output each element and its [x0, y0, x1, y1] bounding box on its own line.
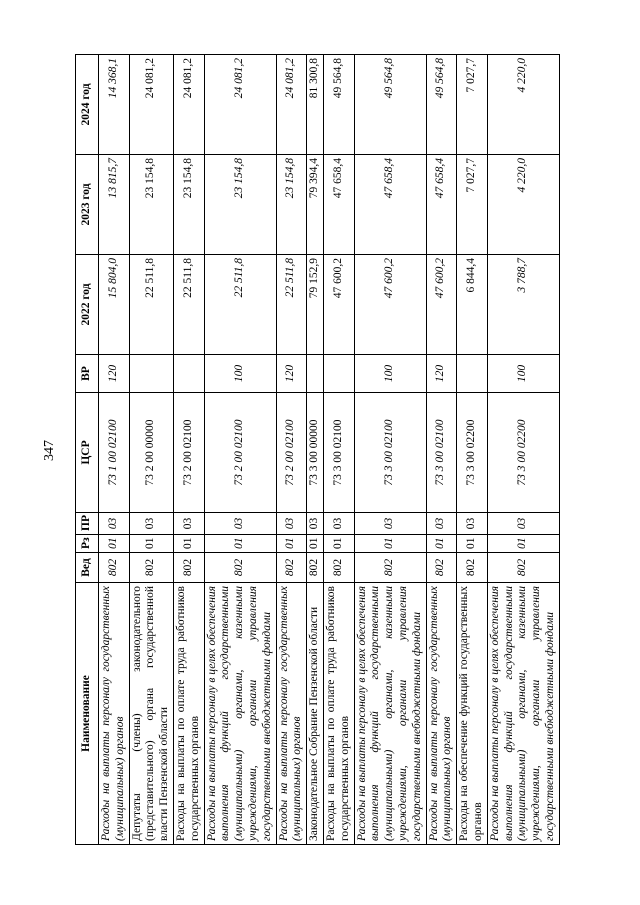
- cell-2024: 4 220,0: [487, 55, 559, 155]
- cell-ved: 802: [487, 553, 559, 583]
- cell-csr: 73 2 00 02100: [276, 393, 307, 513]
- cell-csr: 73 3 00 02100: [426, 393, 457, 513]
- cell-ved: 802: [129, 553, 173, 583]
- cell-ved: 802: [204, 553, 276, 583]
- cell-rz: 01: [204, 535, 276, 553]
- cell-ved: 802: [307, 553, 324, 583]
- cell-ved: 802: [323, 553, 354, 583]
- cell-ved: 802: [457, 553, 488, 583]
- table-row: [487, 55, 559, 845]
- cell-2023: 7 027,7: [457, 155, 488, 255]
- cell-rz: 01: [276, 535, 307, 553]
- cell-pr: 03: [354, 513, 426, 535]
- cell-2024: 49 564,8: [354, 55, 426, 155]
- cell-2023: 79 394,4: [307, 155, 324, 255]
- cell-csr: 73 3 00 00000: [307, 393, 324, 513]
- cell-vr: 120: [99, 355, 130, 393]
- cell-2022: 47 600,2: [323, 255, 354, 355]
- col-header-name: Наименование: [76, 583, 99, 845]
- cell-2022: 47 600,2: [426, 255, 457, 355]
- cell-vr: 100: [354, 355, 426, 393]
- cell-vr: [323, 355, 354, 393]
- cell-2022: 22 511,8: [204, 255, 276, 355]
- cell-rz: 01: [99, 535, 130, 553]
- cell-vr: [129, 355, 173, 393]
- cell-2023: 23 154,8: [173, 155, 204, 255]
- cell-2022: 79 152,9: [307, 255, 324, 355]
- cell-2024: 81 300,8: [307, 55, 324, 155]
- cell-2023: 47 658,4: [323, 155, 354, 255]
- cell-rz: 01: [129, 535, 173, 553]
- cell-2023: 4 220,0: [487, 155, 559, 255]
- cell-name: Депутаты (члены) законодательного (представительного) органа государственной власти Пензенской области: [129, 583, 173, 845]
- cell-vr: 100: [204, 355, 276, 393]
- col-header-csr: ЦСР: [76, 393, 99, 513]
- col-header-2022: 2022 год: [76, 255, 99, 355]
- cell-2022: 3 788,7: [487, 255, 559, 355]
- col-header-2023: 2023 год: [76, 155, 99, 255]
- cell-vr: 100: [487, 355, 559, 393]
- cell-csr: 73 2 00 00000: [129, 393, 173, 513]
- cell-vr: 120: [426, 355, 457, 393]
- table-row: [129, 55, 173, 845]
- cell-2023: 23 154,8: [129, 155, 173, 255]
- cell-csr: 73 3 00 02200: [487, 393, 559, 513]
- cell-2023: 47 658,4: [426, 155, 457, 255]
- cell-2023: 23 154,8: [204, 155, 276, 255]
- cell-2024: 24 081,2: [129, 55, 173, 155]
- cell-name: Расходы на выплаты персоналу в целях обеспечения выполнения функций государственными (муниципальными) органами, казенными учреждениями, органами управления государственными внебюджетными фондами: [487, 583, 559, 845]
- cell-pr: 03: [276, 513, 307, 535]
- cell-2024: 7 027,7: [457, 55, 488, 155]
- cell-2022: 22 511,8: [276, 255, 307, 355]
- cell-rz: 01: [323, 535, 354, 553]
- cell-csr: 73 3 00 02200: [457, 393, 488, 513]
- table-row: [457, 55, 488, 845]
- cell-vr: [307, 355, 324, 393]
- page-number: 347: [42, 440, 57, 461]
- cell-2023: 23 154,8: [276, 155, 307, 255]
- cell-pr: 03: [487, 513, 559, 535]
- cell-csr: 73 3 00 02100: [323, 393, 354, 513]
- cell-csr: 73 3 00 02100: [354, 393, 426, 513]
- table-row: [276, 55, 307, 845]
- cell-ved: 802: [99, 553, 130, 583]
- cell-rz: 01: [173, 535, 204, 553]
- cell-2024: 49 564,8: [323, 55, 354, 155]
- cell-name: Расходы на выплаты персоналу в целях обеспечения выполнения функций государственными (муниципальными) органами, казенными учреждениями, органами управления государственными внебюджетными фондами: [204, 583, 276, 845]
- rotated-table-area: [75, 55, 556, 845]
- cell-name: Расходы на выплаты персоналу в целях обеспечения выполнения функций государственными (муниципальными) органами, казенными учреждениями, органами управления государственными внебюджетными фондами: [354, 583, 426, 845]
- cell-2024: 14 368,1: [99, 55, 130, 155]
- table-row: [323, 55, 354, 845]
- cell-2022: 47 600,2: [354, 255, 426, 355]
- cell-ved: 802: [276, 553, 307, 583]
- cell-2024: 24 081,2: [276, 55, 307, 155]
- table-body: [99, 55, 560, 845]
- table-row: [354, 55, 426, 845]
- cell-name: Расходы на выплаты персоналу государственных (муниципальных) органов: [99, 583, 130, 845]
- cell-name: Расходы на выплаты персоналу государственных (муниципальных) органов: [426, 583, 457, 845]
- cell-ved: 802: [426, 553, 457, 583]
- cell-pr: 03: [99, 513, 130, 535]
- cell-pr: 03: [173, 513, 204, 535]
- cell-vr: [457, 355, 488, 393]
- cell-rz: 01: [457, 535, 488, 553]
- cell-name: Расходы на обеспечение функций государственных органов: [457, 583, 488, 845]
- cell-2023: 13 815,7: [99, 155, 130, 255]
- table-row: [204, 55, 276, 845]
- cell-pr: 03: [307, 513, 324, 535]
- cell-name: Расходы на выплаты по оплате труда работников государственных органов: [173, 583, 204, 845]
- cell-2023: 47 658,4: [354, 155, 426, 255]
- table-row: [426, 55, 457, 845]
- cell-2024: 49 564,8: [426, 55, 457, 155]
- cell-name: Расходы на выплаты по оплате труда работников государственных органов: [323, 583, 354, 845]
- col-header-rz: Рз: [76, 535, 99, 553]
- cell-rz: 01: [487, 535, 559, 553]
- cell-name: Расходы на выплаты персоналу государственных (муниципальных) органов: [276, 583, 307, 845]
- cell-2024: 24 081,2: [173, 55, 204, 155]
- cell-pr: 03: [323, 513, 354, 535]
- cell-pr: 03: [129, 513, 173, 535]
- col-header-ved: Вед: [76, 553, 99, 583]
- cell-rz: 01: [307, 535, 324, 553]
- budget-table: [75, 54, 560, 845]
- cell-2022: 22 511,8: [129, 255, 173, 355]
- cell-2024: 24 081,2: [204, 55, 276, 155]
- cell-2022: 22 511,8: [173, 255, 204, 355]
- cell-vr: [173, 355, 204, 393]
- cell-pr: 03: [426, 513, 457, 535]
- cell-pr: 03: [457, 513, 488, 535]
- cell-csr: 73 2 00 02100: [173, 393, 204, 513]
- cell-rz: 01: [354, 535, 426, 553]
- col-header-pr: ПР: [76, 513, 99, 535]
- cell-vr: 120: [276, 355, 307, 393]
- cell-name: Законодательное Собрание Пензенской области: [307, 583, 324, 845]
- cell-ved: 802: [173, 553, 204, 583]
- cell-pr: 03: [204, 513, 276, 535]
- cell-csr: 73 2 00 02100: [204, 393, 276, 513]
- cell-ved: 802: [354, 553, 426, 583]
- col-header-2024: 2024 год: [76, 55, 99, 155]
- col-header-vr: ВР: [76, 355, 99, 393]
- table-row: [99, 55, 130, 845]
- table-header-row: [76, 55, 99, 845]
- table-row: [307, 55, 324, 845]
- cell-rz: 01: [426, 535, 457, 553]
- cell-2022: 15 804,0: [99, 255, 130, 355]
- cell-csr: 73 1 00 02100: [99, 393, 130, 513]
- cell-2022: 6 844,4: [457, 255, 488, 355]
- table-row: [173, 55, 204, 845]
